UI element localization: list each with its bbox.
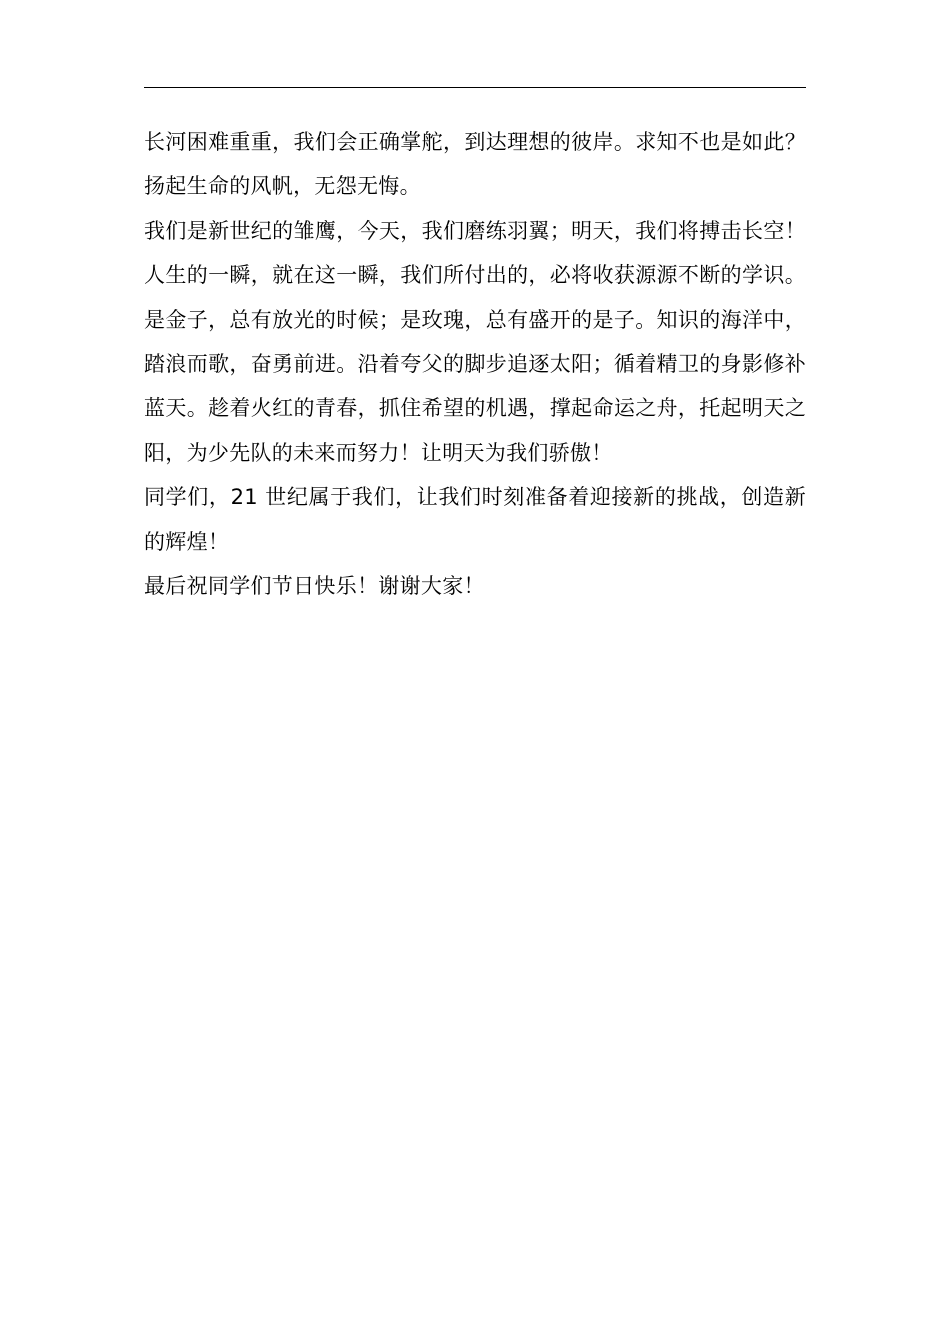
document-body <box>144 120 806 608</box>
paragraph: 长河困难重重，我们会正确掌舵，到达理想的彼岸。求知不也是如此？扬起生命的风帆，无怨无悔。 <box>144 130 806 199</box>
paragraph: 我们是新世纪的雏鹰，今天，我们磨练羽翼；明天，我们将搏击长空！人生的一瞬，就在这一瞬，我们所付出的，必将收获源源不断的学识。是金子，总有放光的时候；是玫瑰，总有盛开的是子。知识的海洋中，踏浪而歌，奋勇前进。沿着夸父的脚步追逐太阳；循着精卫的身影修补蓝天。趁着火红的青春，抓住希望的机遇，撑起命运之舟，托起明天之阳，为少先队的未来而努力！让明天为我们骄傲！ <box>144 218 806 465</box>
paragraph: 同学们，21 世纪属于我们，让我们时刻准备着迎接新的挑战，创造新的辉煌！ <box>144 485 806 554</box>
header-rule <box>144 87 806 88</box>
paragraph: 最后祝同学们节日快乐！谢谢大家！ <box>144 574 485 599</box>
